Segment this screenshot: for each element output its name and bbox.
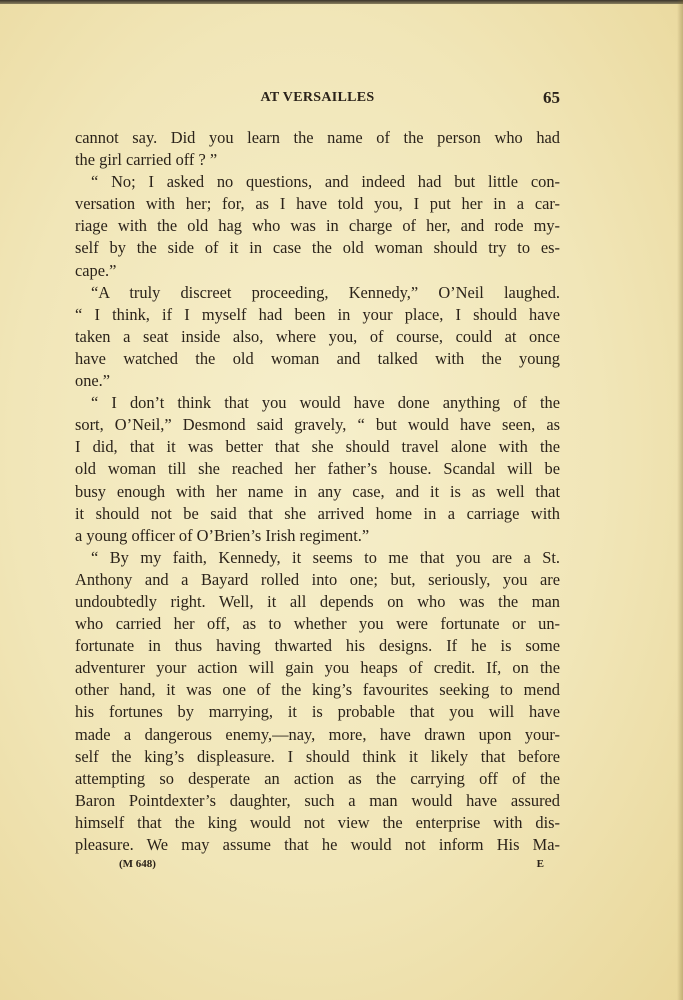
- text-line: “ By my faith, Kennedy, it seems to me that you are a St.: [91, 547, 560, 567]
- text-line: “A truly discreet proceeding, Kennedy,” O’Neil laughed.: [91, 282, 560, 302]
- text-line: busy enough with her name in any case, and it is as well that: [75, 481, 560, 501]
- printer-signature: (M 648): [119, 858, 156, 870]
- text-line: “ I don’t think that you would have done anything of the: [91, 393, 560, 413]
- text-line: I did, that it was better that she should travel alone with the: [75, 437, 560, 457]
- page-top-edge: [0, 0, 683, 4]
- text-line: attempting so desperate an action as the carrying off of the: [75, 768, 560, 788]
- text-line: the girl carried off ? ”: [75, 150, 218, 170]
- text-line: self by the side of it in case the old woman should try to es-: [75, 238, 560, 258]
- text-line: cannot say. Did you learn the name of the person who had: [75, 128, 560, 147]
- body-text: [75, 127, 560, 856]
- page-right-edge: [677, 0, 683, 1000]
- signature-mark: E: [536, 858, 544, 870]
- text-line: other hand, it was one of the king’s favourites seeking to mend: [75, 680, 560, 700]
- text-line: fortunate in thus having thwarted his designs. If he is some: [75, 636, 560, 656]
- running-header: [75, 90, 560, 112]
- page-number: 65: [543, 88, 560, 107]
- text-line: self the king’s displeasure. I should think it likely that before: [75, 746, 560, 766]
- text-line: riage with the old hag who was in charge of her, and rode my-: [75, 216, 560, 236]
- text-line: Anthony and a Bayard rolled into one; but, seriously, you are: [75, 569, 560, 589]
- text-line: made a dangerous enemy,—nay, more, have drawn upon your-: [75, 724, 560, 744]
- text-line: undoubtedly right. Well, it all depends on who was the man: [75, 591, 560, 611]
- text-line: old woman till she reached her father’s house. Scandal will be: [75, 459, 560, 479]
- text-line: adventurer your action will gain you heaps of credit. If, on the: [75, 658, 560, 678]
- text-line: one.”: [75, 371, 111, 391]
- text-line: himself that the king would not view the enterprise with dis-: [75, 812, 560, 832]
- text-line: “ No; I asked no questions, and indeed had but little con-: [91, 172, 560, 192]
- text-line: who carried her off, as to whether you were fortunate or un-: [75, 614, 560, 634]
- text-line: taken a seat inside also, where you, of course, could at once: [75, 326, 560, 346]
- text-line: Baron Pointdexter’s daughter, such a man would have assured: [75, 790, 560, 810]
- text-line: his fortunes by marrying, it is probable that you will have: [75, 702, 560, 722]
- text-line: sort, O’Neil,” Desmond said gravely, “ but would have seen, as: [75, 415, 560, 435]
- text-line: “ I think, if I myself had been in your place, I should have: [75, 304, 560, 324]
- text-line: cape.”: [75, 260, 117, 280]
- text-line: have watched the old woman and talked with the young: [75, 348, 560, 368]
- text-line: a young officer of O’Brien’s Irish regiment.”: [75, 525, 370, 545]
- text-line: it should not be said that she arrived home in a carriage with: [75, 503, 560, 523]
- running-title: AT VERSAILLES: [260, 90, 375, 105]
- text-line: versation with her; for, as I have told you, I put her in a car-: [75, 194, 560, 214]
- text-line: pleasure. We may assume that he would not inform His Ma-: [75, 835, 560, 854]
